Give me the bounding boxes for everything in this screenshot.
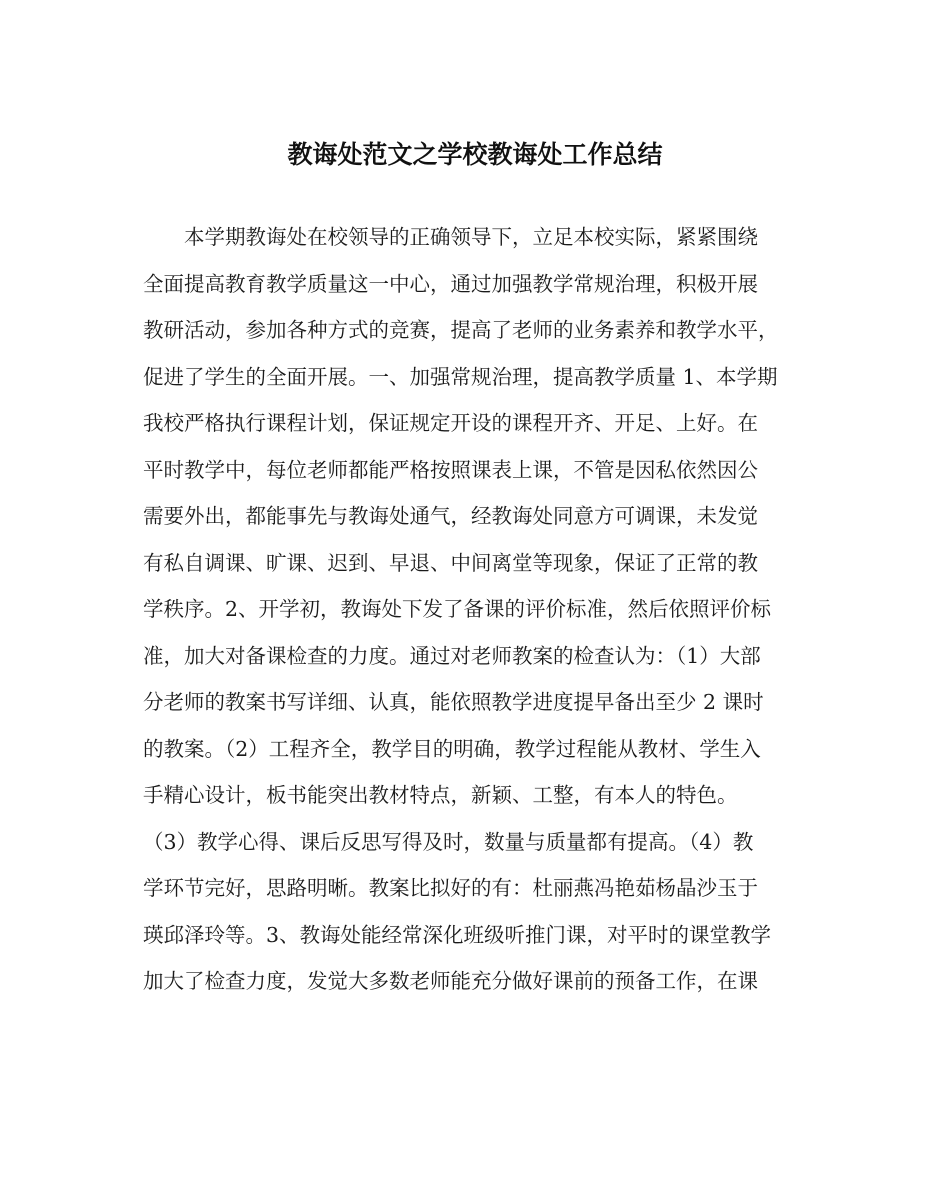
body-line: 促进了学生的全面开展。一、加强常规治理，提高教学质量 1、本学期 bbox=[143, 364, 778, 389]
body-line: 平时教学中，每位老师都能严格按照课表上课，不管是因私依然因公 bbox=[143, 457, 758, 482]
body-line: 学环节完好，思路明晰。教案比拟好的有：杜丽燕冯艳茹杨晶沙玉于 bbox=[143, 876, 758, 900]
body-line: （3）教学心得、课后反思写得及时，数量与质量都有提高。（4）教 bbox=[143, 829, 754, 854]
document-body bbox=[143, 214, 811, 1005]
body-line: 需要外出，都能事先与教诲处通气，经教诲处同意方可调课，未发觉 bbox=[143, 504, 758, 528]
body-line: 加大了检查力度，发觉大多数老师能充分做好课前的预备工作，在课 bbox=[143, 969, 758, 993]
document-title: 教诲处范文之学校教诲处工作总结 bbox=[287, 140, 663, 169]
body-line: 有私自调课、旷课、迟到、早退、中间离堂等现象，保证了正常的教 bbox=[143, 550, 758, 575]
body-line: 全面提高教育教学质量这一中心，通过加强教学常规治理，积极开展 bbox=[143, 271, 758, 296]
body-line: 准，加大对备课检查的力度。通过对老师教案的检查认为：（1）大部 bbox=[143, 643, 761, 668]
body-line: 我校严格执行课程计划，保证规定开设的课程开齐、开足、上好。在 bbox=[143, 411, 758, 435]
body-line: 本学期教诲处在校领导的正确领导下，立足本校实际，紧紧围绕 bbox=[184, 225, 758, 249]
body-line: 教研活动，参加各种方式的竞赛，提高了老师的业务素养和教学水平， bbox=[143, 318, 779, 342]
body-line: 分老师的教案书写详细、认真，能依照教学进度提早备出至少 2 课时 bbox=[143, 690, 764, 714]
body-line: 手精心设计，板书能突出教材特点，新颖、工整，有本人的特色。 bbox=[143, 783, 738, 807]
body-line: 学秩序。2、开学初，教诲处下发了备课的评价标准，然后依照评价标 bbox=[143, 597, 772, 621]
body-line: 的教案。（2）工程齐全，教学目的明确，教学过程能从教材、学生入 bbox=[143, 736, 761, 761]
body-line: 瑛邱泽玲等。3、教诲处能经常深化班级听推门课，对平时的课堂教学 bbox=[143, 922, 772, 947]
